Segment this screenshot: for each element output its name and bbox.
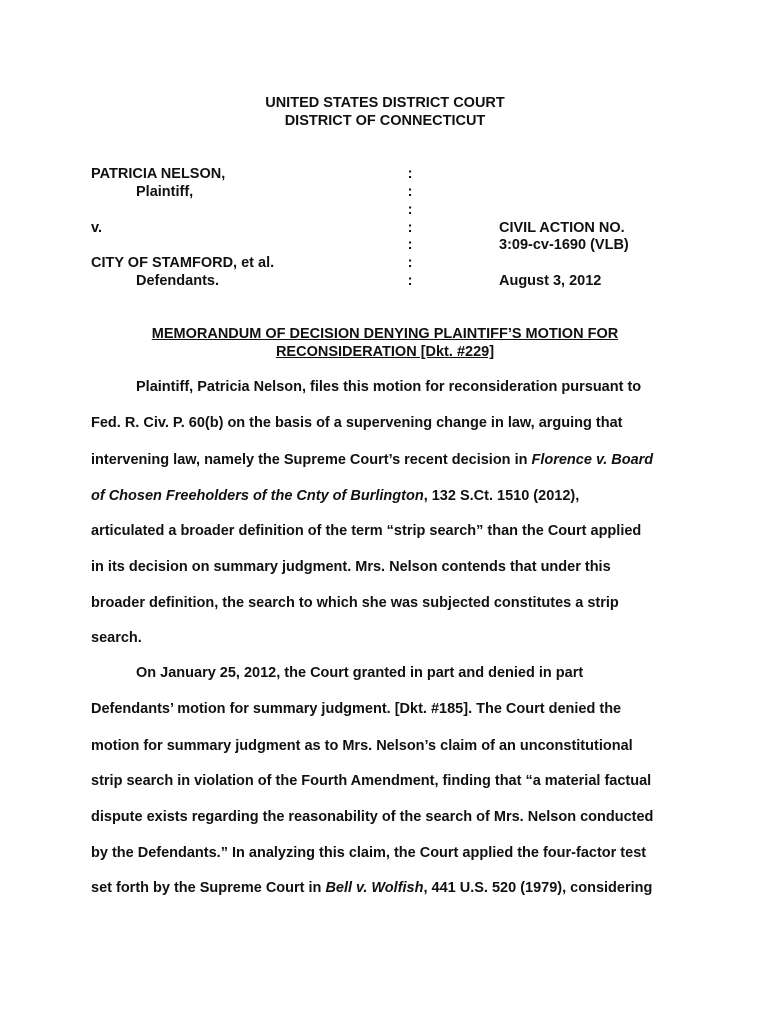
body-line: broader definition, the search to which she was subjected constitutes a strip bbox=[91, 595, 619, 611]
body-line: by the Defendants.” In analyzing this claim, the Court applied the four-factor test bbox=[91, 845, 647, 861]
caption-colon: : bbox=[407, 166, 413, 182]
body-line bbox=[91, 879, 652, 897]
text-run: set forth by the Supreme Court in bbox=[91, 880, 326, 896]
body-line: On January 25, 2012, the Court granted in part and denied in part bbox=[136, 665, 584, 681]
memorandum-title-line: MEMORANDUM OF DECISION DENYING PLAINTIFF’S MOTION FOR bbox=[151, 326, 619, 342]
memorandum-title bbox=[120, 325, 650, 361]
body-line: strip search in violation of the Fourth Amendment, finding that “a material factual bbox=[91, 773, 652, 789]
caption-colon: : bbox=[407, 220, 413, 236]
case-citation: Bell v. Wolfish bbox=[325, 880, 424, 896]
body-line bbox=[91, 451, 653, 469]
decision-date: August 3, 2012 bbox=[499, 273, 602, 289]
memorandum-title-line: RECONSIDERATION [Dkt. #229] bbox=[275, 344, 495, 360]
body-line: in its decision on summary judgment. Mrs. Nelson contends that under this bbox=[91, 559, 611, 575]
body-line: dispute exists regarding the reasonability of the search of Mrs. Nelson conducted bbox=[91, 809, 654, 825]
versus: v. bbox=[91, 220, 103, 236]
caption-colon: : bbox=[407, 184, 413, 200]
body-line: Fed. R. Civ. P. 60(b) on the basis of a supervening change in law, arguing that bbox=[91, 415, 623, 431]
text-run: intervening law, namely the Supreme Court’s recent decision in bbox=[91, 452, 532, 468]
body-line: articulated a broader definition of the term “strip search” than the Court applied bbox=[91, 523, 642, 539]
plaintiff-role: Plaintiff, bbox=[136, 184, 194, 200]
defendant-role: Defendants. bbox=[136, 273, 219, 289]
court-name: UNITED STATES DISTRICT COURT bbox=[265, 95, 505, 111]
case-citation: of Chosen Freeholders of the Cnty of Burlington bbox=[91, 488, 424, 504]
caption-colon: : bbox=[407, 237, 413, 253]
body-line: motion for summary judgment as to Mrs. Nelson’s claim of an unconstitutional bbox=[91, 738, 633, 754]
text-run: , 132 S.Ct. 1510 (2012), bbox=[423, 488, 580, 504]
caption-colon: : bbox=[407, 202, 413, 218]
case-number: 3:09-cv-1690 (VLB) bbox=[499, 237, 629, 253]
court-district: DISTRICT OF CONNECTICUT bbox=[284, 113, 486, 129]
case-citation: Florence v. Board bbox=[531, 452, 654, 468]
body-line bbox=[91, 487, 579, 505]
body-line: Defendants’ motion for summary judgment. [Dkt. #185]. The Court denied the bbox=[91, 701, 622, 717]
plaintiff-name: PATRICIA NELSON, bbox=[91, 166, 226, 182]
body-line: Plaintiff, Patricia Nelson, files this motion for reconsideration pursuant to bbox=[136, 379, 642, 395]
caption-colon: : bbox=[407, 273, 413, 289]
caption-colon: : bbox=[407, 255, 413, 271]
defendant-name: CITY OF STAMFORD, et al. bbox=[91, 255, 275, 271]
body-line: search. bbox=[91, 630, 142, 646]
text-run: , 441 U.S. 520 (1979), considering bbox=[423, 880, 653, 896]
civil-action-label: CIVIL ACTION NO. bbox=[499, 220, 625, 236]
court-header bbox=[0, 94, 770, 130]
